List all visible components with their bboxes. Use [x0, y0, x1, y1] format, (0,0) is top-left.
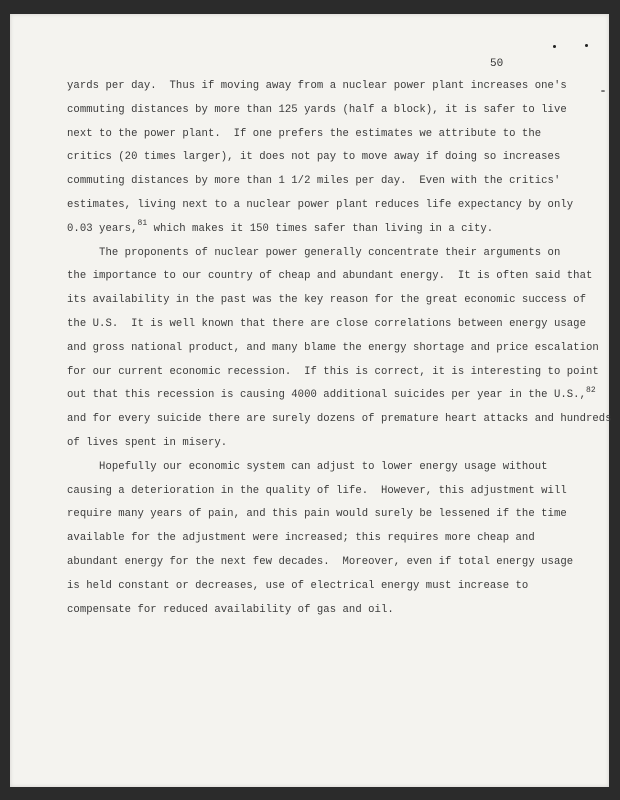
footnote-marker: 81	[137, 219, 148, 229]
footnote-marker: 82	[586, 385, 596, 395]
paper-speck	[601, 90, 605, 92]
page-number: 50	[490, 58, 504, 70]
text-line: of lives spent in misery.	[67, 437, 228, 449]
text-line: for our current economic recession. If this is correct, it is interesting to point	[67, 365, 599, 378]
text-line: critics (20 times larger), it does not pay to move away if doing so increases	[67, 151, 561, 164]
text-segment: out that this recession is causing 4000 additional suicides per year in the U.S.,	[67, 389, 586, 402]
text-segment: 0.03 years,	[67, 222, 138, 235]
text-line: The proponents of nuclear power generally concentrate their arguments on	[67, 246, 561, 259]
text-segment: which makes it 150 times safer than living in a city.	[147, 222, 494, 235]
text-line: causing a deterioration in the quality of life. However, this adjustment will	[67, 484, 567, 497]
text-line: the importance to our country of cheap and abundant energy. It is often said that	[67, 270, 593, 283]
text-line: yards per day. Thus if moving away from a nuclear power plant increases one's	[67, 80, 567, 92]
text-line: its availability in the past was the key reason for the great economic success of	[67, 294, 586, 307]
text-line: Hopefully our economic system can adjust to lower energy usage without	[67, 460, 548, 473]
text-line: the U.S. It is well known that there are close correlations between energy usage	[67, 318, 586, 330]
text-line: is held constant or decreases, use of electrical energy must increase to	[67, 579, 529, 592]
paper-speck	[553, 45, 556, 48]
text-line	[67, 219, 494, 235]
text-line: available for the adjustment were increased; this requires more cheap and	[67, 532, 535, 545]
text-line: estimates, living next to a nuclear power plant reduces life expectancy by only	[67, 199, 574, 211]
text-line: compensate for reduced availability of gas and oil.	[67, 603, 394, 616]
text-line: and for every suicide there are surely dozens of premature heart attacks and hundreds	[67, 413, 612, 426]
paper-speck	[585, 44, 588, 47]
text-line: and gross national product, and many blame the energy shortage and price escalation	[67, 341, 599, 354]
text-line: commuting distances by more than 125 yards (half a block), it is safer to live	[67, 103, 567, 116]
text-line: next to the power plant. If one prefers the estimates we attribute to the	[67, 127, 542, 140]
text-line	[67, 385, 596, 402]
text-line: commuting distances by more than 1 1/2 miles per day. Even with the critics'	[67, 175, 561, 188]
text-line: abundant energy for the next few decades. Moreover, even if total energy usage	[67, 556, 574, 568]
text-line: require many years of pain, and this pain would surely be lessened if the time	[67, 508, 567, 521]
